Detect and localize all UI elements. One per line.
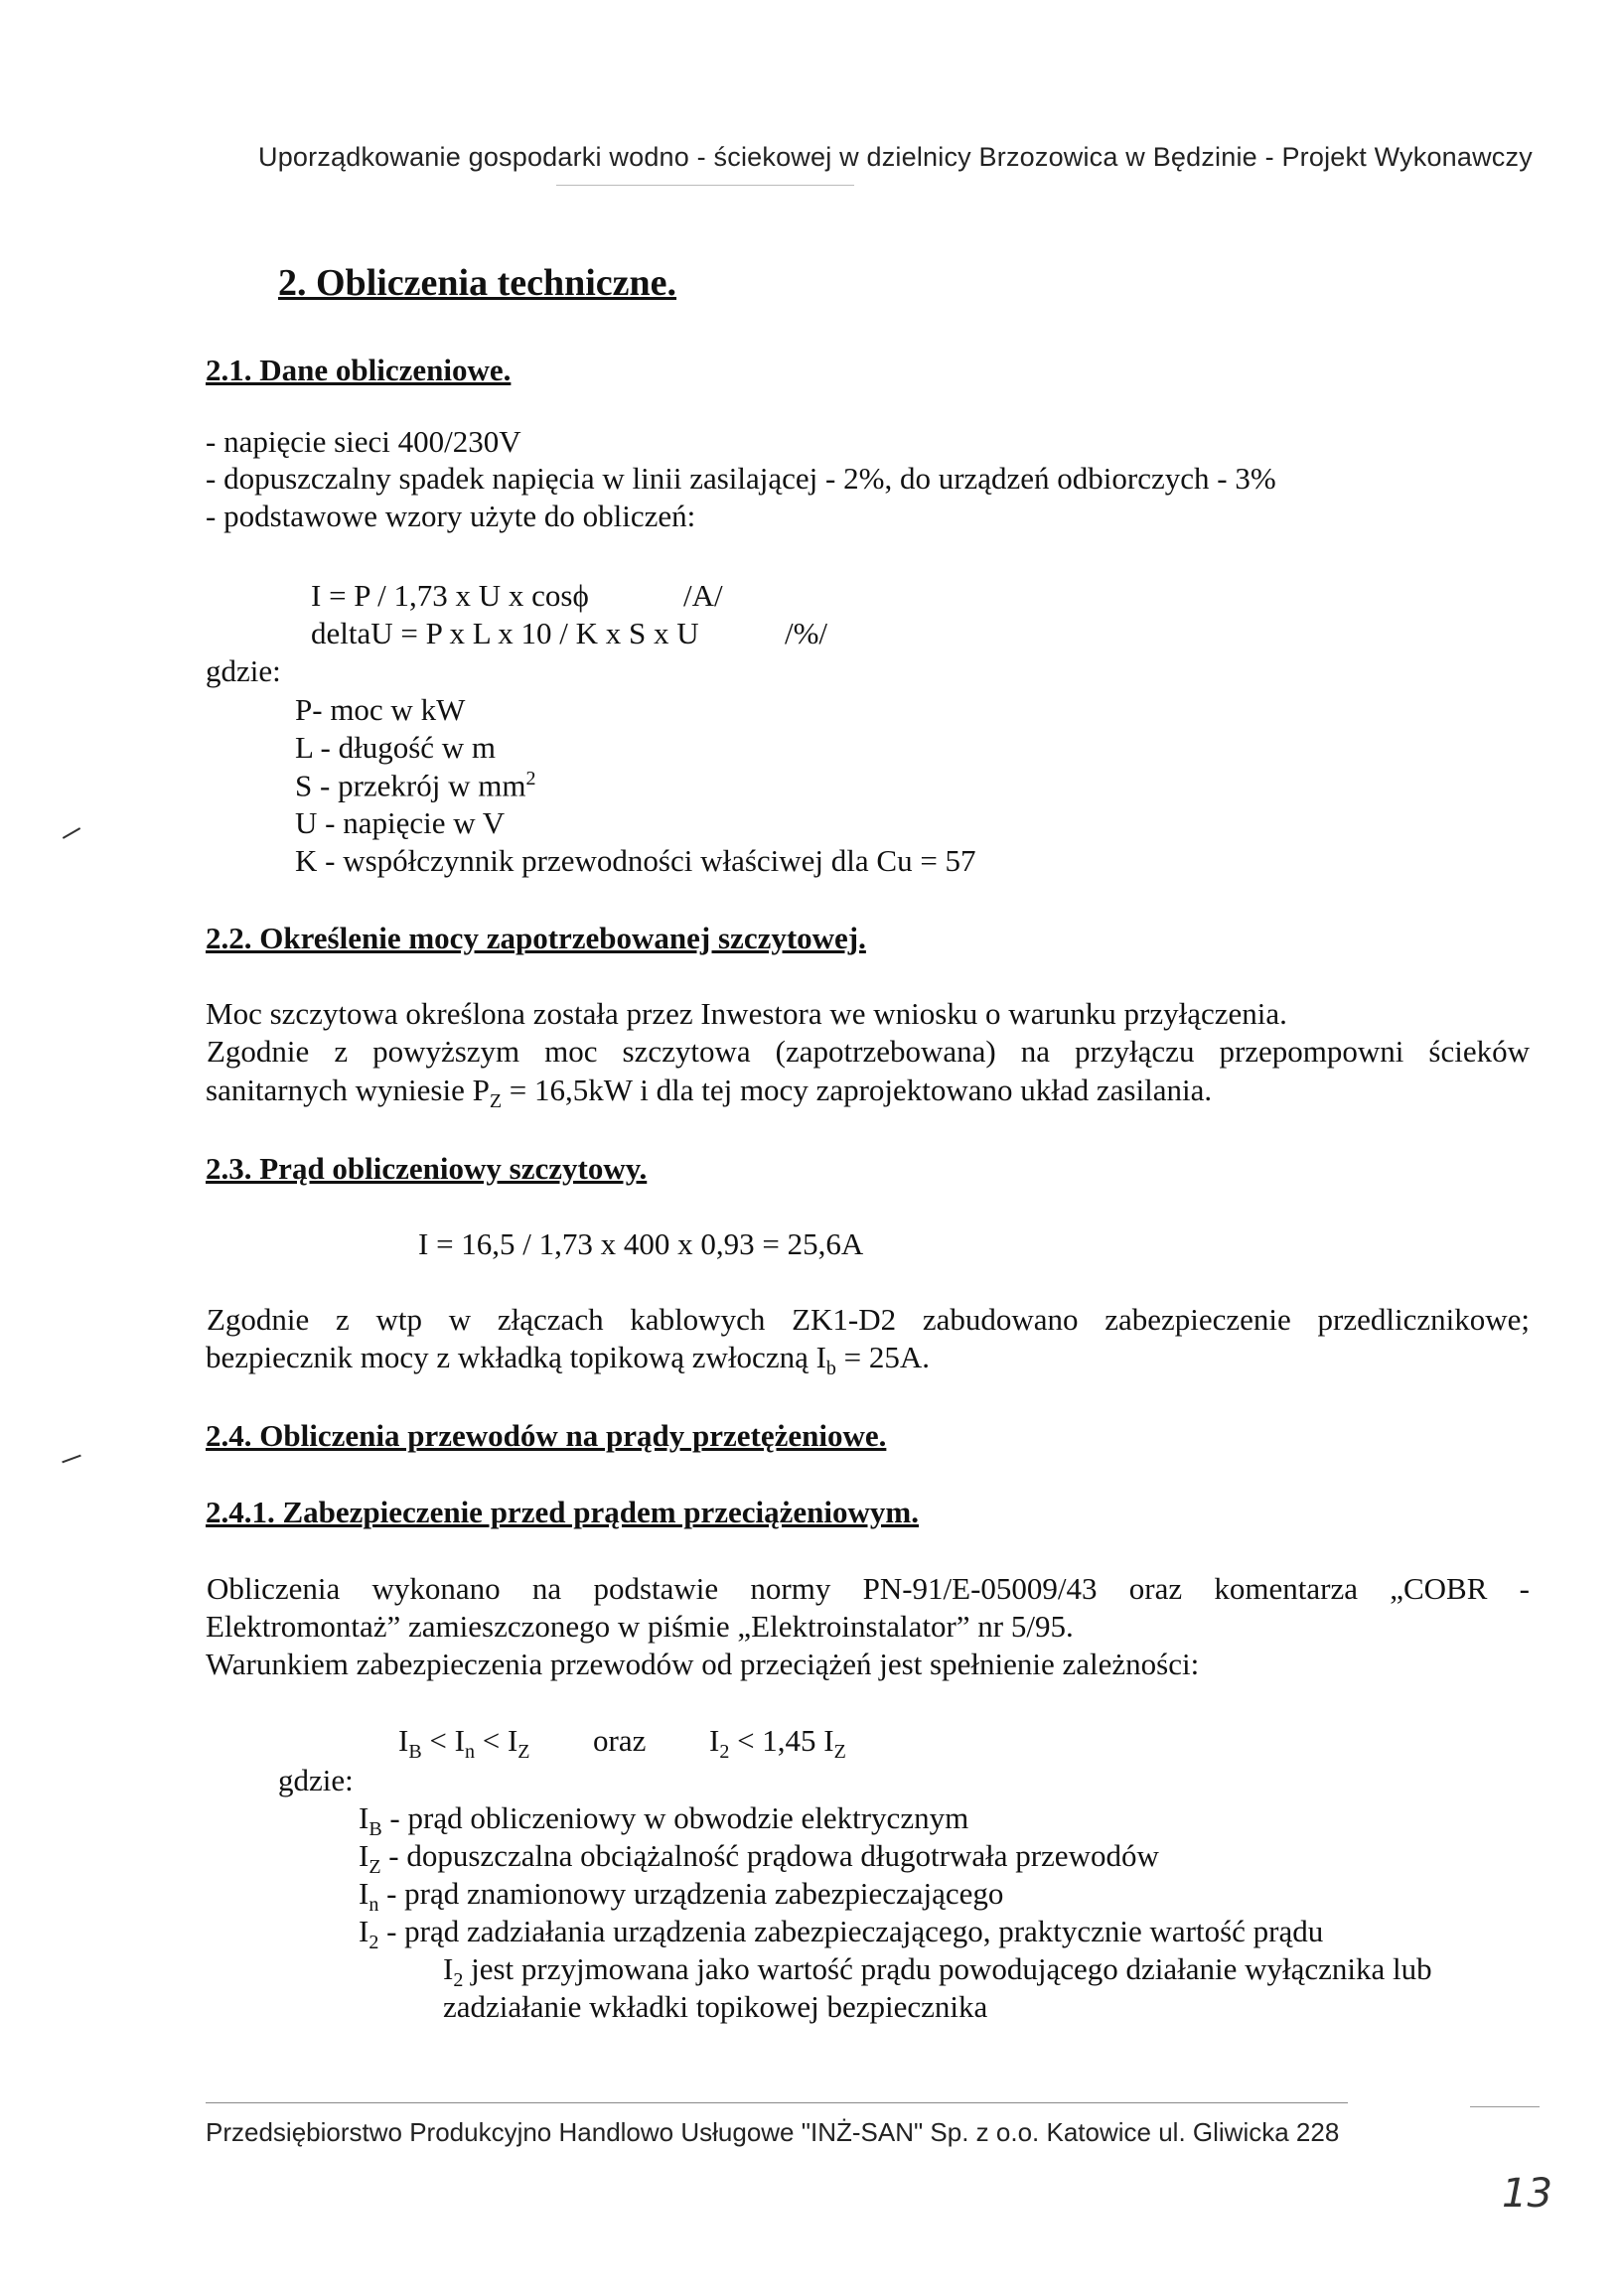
definition-item: U - napięcie w V [295, 805, 506, 840]
formula-peak-current: I = 16,5 / 1,73 x 400 x 0,93 = 25,6A [418, 1226, 864, 1261]
subscript: Z [368, 1856, 381, 1879]
running-header: Uporządkowanie gospodarki wodno - ściekowej w dzielnicy Brzozowica w Będzinie - Projekt Wykonawczy [258, 142, 1533, 172]
symbol: I [443, 1951, 454, 1986]
subsection-title-2-4: 2.4. Obliczenia przewodów na prądy przetężeniowe. [206, 1418, 887, 1453]
paragraph: Moc szczytowa określona została przez Inwestora we wniosku o warunku przyłączenia. [206, 996, 1287, 1031]
definition-item: P- moc w kW [295, 692, 466, 727]
list-item: - dopuszczalny spadek napięcia w linii zasilającej - 2%, do urządzeń odbiorczych - 3% [206, 461, 1276, 496]
where-label: gdzie: [278, 1763, 354, 1797]
subscript: n [464, 1741, 475, 1764]
definition-item [295, 768, 535, 803]
paragraph-line: Zgodnie z wtp w złączach kablowych ZK1-D2 zabudowano zabezpieczenie przedlicznikowe; [207, 1302, 1530, 1337]
subscript: B [408, 1741, 422, 1764]
subscript: n [368, 1894, 379, 1917]
condition-conjunction: oraz [593, 1723, 647, 1758]
margin-mark [62, 1455, 80, 1464]
subscript: 2 [719, 1741, 730, 1764]
formula-voltage-drop-unit: /%/ [785, 616, 828, 650]
definition-text: - prąd zadziałania urządzenia zabezpieczającego, praktycznie wartość prądu [378, 1914, 1324, 1948]
footer-rule-short [1470, 2106, 1540, 2107]
symbol: I [359, 1914, 369, 1948]
footer-company: Przedsiębiorstwo Produkcyjno Handlowo Usługowe "INŻ-SAN" Sp. z o.o. Katowice ul. Gliwicka 228 [206, 2117, 1340, 2147]
definition-item [359, 1800, 968, 1841]
definition-continuation: zadziałanie wkładki topikowej bezpiecznika [443, 1989, 988, 2024]
margin-mark [63, 827, 80, 839]
definition-text: - prąd obliczeniowy w obwodzie elektrycznym [381, 1800, 969, 1835]
subsection-title-2-3: 2.3. Prąd obliczeniowy szczytowy. [206, 1151, 648, 1186]
definition-item [359, 1838, 1159, 1879]
symbol: < I [474, 1723, 518, 1758]
definition-item: K - współczynnik przewodności właściwej dla Cu = 57 [295, 843, 976, 878]
header-rule [556, 185, 854, 186]
text: = 16,5kW i dla tej mocy zaprojektowano układ zasilania. [502, 1073, 1213, 1107]
list-item: - podstawowe wzory użyte do obliczeń: [206, 499, 696, 533]
subsection-title-2-1: 2.1. Dane obliczeniowe. [206, 353, 512, 387]
text: bezpiecznik mocy z wkładką topikową zwłoczną I [206, 1340, 826, 1374]
definition-text: - dopuszczalna obciążalność prądowa długotrwała przewodów [380, 1838, 1159, 1873]
subscript: Z [833, 1741, 846, 1764]
subscript: 2 [368, 1932, 379, 1954]
definition-item [359, 1914, 1323, 1954]
paragraph-line: Zgodnie z powyższym moc szczytowa (zapotrzebowana) na przyłączu przepompowni ścieków [207, 1034, 1530, 1069]
symbol: I [709, 1723, 720, 1758]
subscript: 2 [453, 1969, 464, 1992]
definition-continuation [443, 1951, 1432, 1992]
condition-formula [398, 1723, 530, 1764]
paragraph-line [206, 1340, 930, 1380]
subsection-title-2-4-1: 2.4.1. Zabezpieczenie przed prądem przeciążeniowym. [206, 1495, 919, 1529]
subsection-title-2-2: 2.2. Określenie mocy zapotrzebowanej szczytowej. [206, 921, 866, 955]
symbol: I [359, 1800, 369, 1835]
subscript: Z [517, 1741, 530, 1764]
definition-text: jest przyjmowana jako wartość prądu powodującego działanie wyłącznika lub [463, 1951, 1432, 1986]
text: = 25A. [835, 1340, 931, 1374]
formula-current: I = P / 1,73 x U x cosϕ [311, 578, 589, 613]
definition-text: - prąd znamionowy urządzenia zabezpieczającego [378, 1876, 1004, 1911]
paragraph-line [206, 1073, 1212, 1113]
section-title: 2. Obliczenia techniczne. [278, 262, 677, 304]
paragraph-line: Elektromontaż” zamieszczonego w piśmie „Elektroinstalator” nr 5/95. [206, 1609, 1074, 1644]
superscript: 2 [525, 768, 536, 789]
paragraph-line: Warunkiem zabezpieczenia przewodów od przeciążeń jest spełnienie zależności: [206, 1647, 1200, 1681]
footer-rule [206, 2102, 1348, 2103]
formula-current-unit: /A/ [683, 578, 723, 613]
subscript: b [825, 1358, 836, 1380]
paragraph-line: Obliczenia wykonano na podstawie normy PN-91/E-05009/43 oraz komentarza „COBR - [207, 1571, 1530, 1606]
page-number: 13 [1502, 2171, 1552, 2217]
symbol: I [398, 1723, 409, 1758]
where-label: gdzie: [206, 653, 281, 688]
symbol: I [359, 1876, 369, 1911]
definition-item: L - długość w m [295, 730, 497, 765]
list-item: - napięcie sieci 400/230V [206, 424, 521, 459]
symbol: I [359, 1838, 369, 1873]
subscript: Z [489, 1090, 503, 1113]
text: sanitarnych wyniesie P [206, 1073, 490, 1107]
definition-text: S - przekrój w mm [295, 768, 526, 803]
subscript: B [368, 1818, 382, 1841]
definition-item [359, 1876, 1003, 1917]
symbol: < I [421, 1723, 465, 1758]
symbol: < 1,45 I [729, 1723, 834, 1758]
formula-voltage-drop: deltaU = P x L x 10 / K x S x U [311, 616, 699, 650]
condition-formula-2 [709, 1723, 846, 1764]
